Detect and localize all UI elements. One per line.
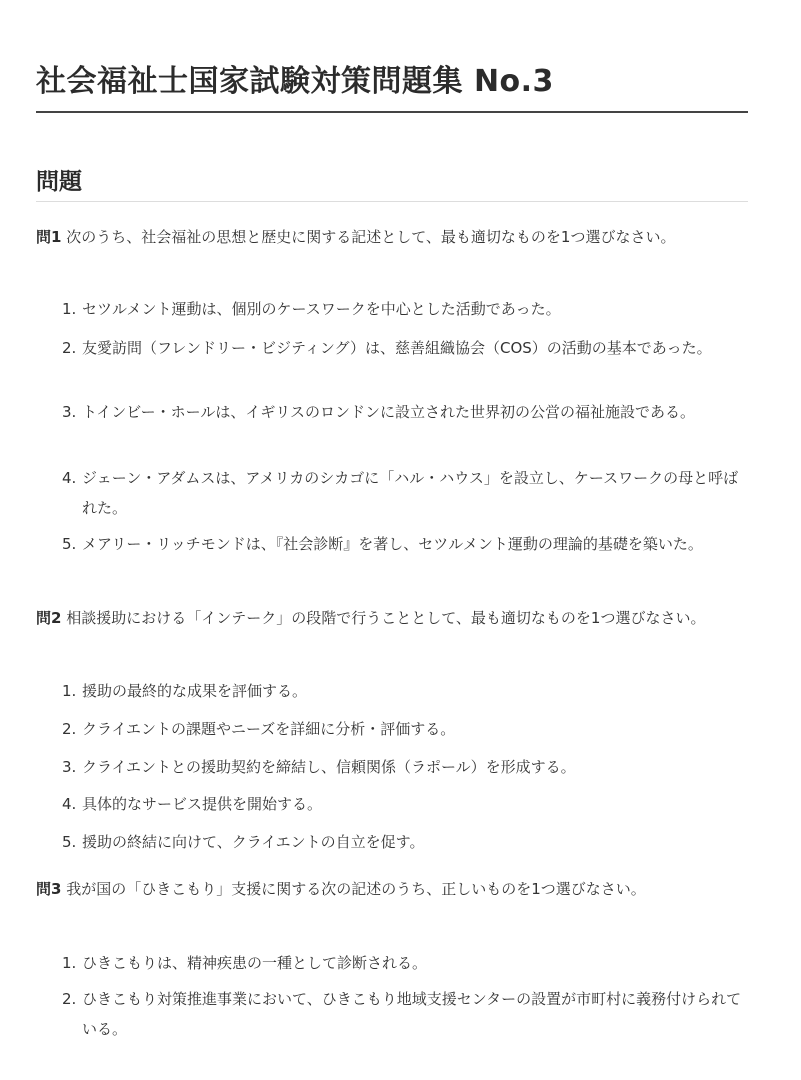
- choice-1-2: [62, 333, 750, 363]
- question-text: 次のうち、社会福祉の思想と歴史に関する記述として、最も適切なものを1つ選びなさい。: [61, 228, 676, 246]
- choice-2-1: [62, 676, 750, 706]
- choice-text: ひきこもりは、精神疾患の一種として診断される。: [82, 954, 428, 972]
- choice-number: 5.: [62, 535, 77, 553]
- choice-1-4: [62, 463, 750, 523]
- question-label: 問1: [36, 228, 62, 246]
- choice-text: 援助の最終的な成果を評価する。: [82, 682, 308, 700]
- question-label: 問3: [36, 880, 62, 898]
- page-title: 社会福祉士国家試験対策問題集 No.3: [36, 64, 554, 99]
- choice-text: 友愛訪問（フレンドリー・ビジティング）は、慈善組織協会（COS）の活動の基本であった。: [82, 339, 712, 357]
- choice-text: クライエントの課題やニーズを詳細に分析・評価する。: [82, 720, 456, 738]
- choice-text: 援助の終結に向けて、クライエントの自立を促す。: [82, 833, 425, 851]
- choice-text: ひきこもり対策推進事業において、ひきこもり地域支援センターの設置が市町村に義務付けられている。: [82, 990, 742, 1038]
- question-2: [36, 603, 748, 633]
- choice-number: 1.: [62, 682, 77, 700]
- choice-2-4: [62, 789, 750, 819]
- choice-number: 1.: [62, 954, 77, 972]
- choice-text: 具体的なサービス提供を開始する。: [82, 795, 323, 813]
- choice-text: トインビー・ホールは、イギリスのロンドンに設立された世界初の公営の福祉施設である。: [82, 403, 696, 421]
- section-heading: 問題: [36, 169, 82, 195]
- choice-number: 3.: [62, 403, 77, 421]
- choice-text: ジェーン・アダムスは、アメリカのシカゴに「ハル・ハウス」を設立し、ケースワークの母と呼ばれた。: [82, 469, 739, 517]
- choice-text: セツルメント運動は、個別のケースワークを中心とした活動であった。: [82, 300, 561, 318]
- choice-number: 2.: [62, 990, 77, 1008]
- section-divider: [36, 201, 748, 202]
- question-text: 我が国の「ひきこもり」支援に関する次の記述のうち、正しいものを1つ選びなさい。: [61, 880, 646, 898]
- choice-3-1: [62, 948, 750, 978]
- choice-2-2: [62, 714, 750, 744]
- title-divider: [36, 111, 748, 113]
- choice-number: 4.: [62, 469, 77, 487]
- choice-1-5: [62, 529, 750, 559]
- question-1: [36, 222, 748, 252]
- choice-number: 2.: [62, 339, 77, 357]
- choice-number: 3.: [62, 758, 77, 776]
- choice-text: メアリー・リッチモンドは、『社会診断』を著し、セツルメント運動の理論的基礎を築いた。: [82, 535, 703, 553]
- choice-number: 2.: [62, 720, 77, 738]
- question-label: 問2: [36, 609, 62, 627]
- question-text: 相談援助における「インテーク」の段階で行うこととして、最も適切なものを1つ選びなさい。: [61, 609, 706, 627]
- choice-number: 5.: [62, 833, 77, 851]
- choice-text: クライエントとの援助契約を締結し、信頼関係（ラポール）を形成する。: [82, 758, 576, 776]
- choice-number: 1.: [62, 300, 77, 318]
- choice-1-3: [62, 397, 750, 427]
- choice-3-2: [62, 984, 750, 1044]
- choice-number: 4.: [62, 795, 77, 813]
- choice-2-3: [62, 752, 750, 782]
- question-3: [36, 874, 748, 904]
- choice-2-5: [62, 827, 750, 857]
- choice-1-1: [62, 294, 750, 324]
